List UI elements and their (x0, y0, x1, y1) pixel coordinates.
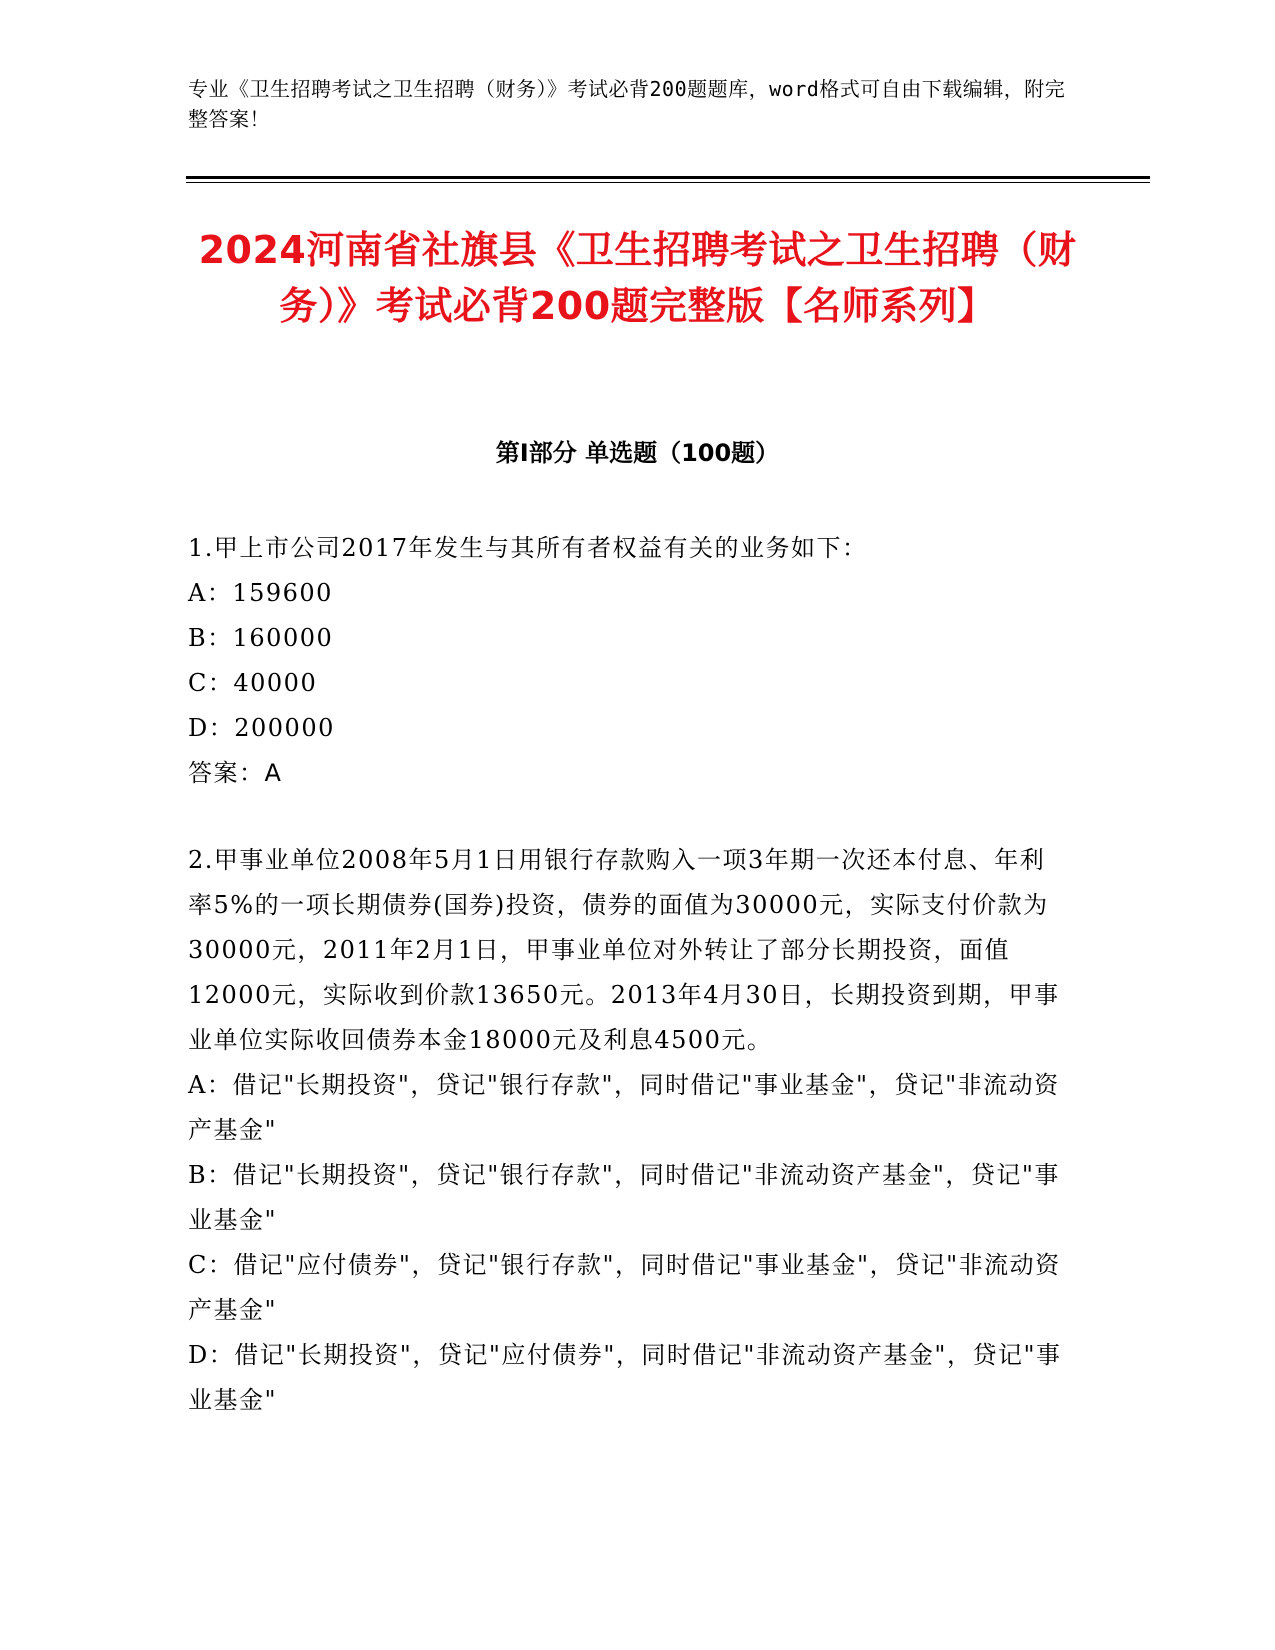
document-title: 2024河南省社旗县《卫生招聘考试之卫生招聘（财务）》考试必背200题完整版【名师系列】 (198, 228, 1077, 328)
option-c: C：40000 (188, 669, 318, 697)
question-stem: 2.甲事业单位2008年5月1日用银行存款购入一项3年期一次还本付息、年利率5%的一项长期债券(国券)投资，债券的面值为30000元，实际支付价款为30000元，2011年2月1日，甲事业单位对外转让了部分长期投资，面值12000元，实际收到价款13650元。2013年4月30日，长期投资到期，甲事业单位实际收回债券本金18000元及利息4500元。 (188, 846, 1060, 1054)
option-b: B：借记"长期投资"，贷记"银行存款"，同时借记"非流动资产基金"，贷记"事业基金" (188, 1161, 1060, 1234)
option-c: C：借记"应付债券"，贷记"银行存款"，同时借记"事业基金"，贷记"非流动资产基金" (188, 1251, 1061, 1324)
header-divider-thick (186, 176, 1150, 179)
option-d: D：200000 (188, 714, 335, 742)
question-stem: 1.甲上市公司2017年发生与其所有者权益有关的业务如下： (188, 534, 868, 562)
option-a: A：159600 (188, 579, 333, 607)
question-2 (188, 838, 1068, 1423)
option-d: D：借记"长期投资"，贷记"应付债券"，同时借记"非流动资产基金"，贷记"事业基金" (188, 1341, 1062, 1414)
header-note: 专业《卫生招聘考试之卫生招聘（财务）》考试必背200题题库，word格式可自由下载编辑，附完整答案！ (188, 77, 1066, 131)
question-1 (188, 526, 1068, 796)
answer-line: 答案：A (188, 759, 283, 787)
option-a: A：借记"长期投资"，贷记"银行存款"，同时借记"事业基金"，贷记"非流动资产基金" (188, 1071, 1060, 1144)
question-list (188, 526, 1068, 1423)
option-b: B：160000 (188, 624, 334, 652)
header-divider-thin (186, 182, 1150, 183)
section-heading: 第I部分 单选题（100题） (495, 439, 780, 467)
